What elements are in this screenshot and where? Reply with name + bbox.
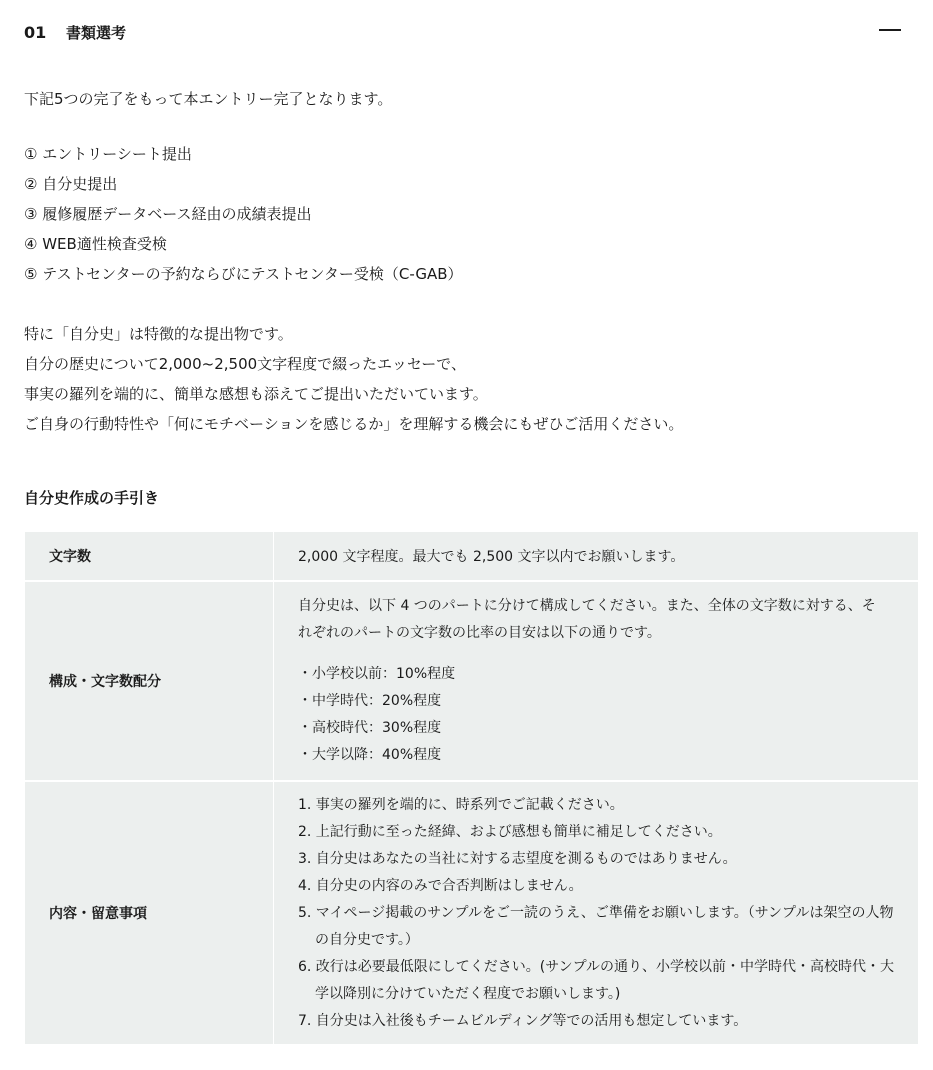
row-label-structure: 構成・文字数配分	[25, 581, 274, 781]
minus-icon[interactable]	[876, 18, 904, 42]
list-item: ② 自分史提出	[24, 175, 118, 193]
note-line: ご自身の行動特性や「何にモチベーションを感じるか」を理解する機会にもぜひご活用ください。	[24, 415, 684, 433]
list-item: 4. 自分史の内容のみで合否判断はしません。	[298, 877, 583, 894]
row-content-chars: 2,000 文字程度。最大でも 2,500 文字以内でお願いします。	[274, 532, 919, 581]
row-content-notes	[274, 781, 919, 1045]
list-item: ・高校時代：30%程度	[298, 720, 442, 736]
note-text	[24, 319, 914, 439]
list-item: 6. 改行は必要最低限にしてください。(サンプルの通り、小学校以前・中学時代・高校時代・大学以降別に分けていただく程度でお願いします。)	[298, 958, 895, 1002]
list-item: ③ 履修履歴データベース経由の成績表提出	[24, 205, 312, 223]
list-item: 1. 事実の羅列を端的に、時系列でご記載ください。	[298, 796, 624, 813]
step-number: 01	[24, 22, 47, 42]
row-label-content: 内容・留意事項	[25, 781, 274, 1045]
table-row	[25, 581, 918, 781]
guide-title: 自分史作成の手引き	[24, 489, 160, 507]
table-row	[25, 781, 918, 1045]
table-row	[25, 532, 918, 581]
ratio-list	[298, 661, 898, 769]
row-content-structure	[274, 581, 919, 781]
list-item: ・小学校以前：10%程度	[298, 666, 456, 682]
list-item: ⑤ テストセンターの予約ならびにテストセンター受検（C-GAB）	[24, 265, 463, 283]
structure-description	[298, 593, 898, 647]
list-item: ・大学以降：40%程度	[298, 747, 442, 763]
steps-list	[24, 139, 904, 289]
row-label-chars: 文字数	[25, 532, 274, 581]
step-title: 書類選考	[66, 23, 127, 42]
list-item: ④ WEB適性検査受検	[24, 235, 167, 253]
list-item: 3. 自分史はあなたの当社に対する志望度を測るものではありません。	[298, 850, 737, 867]
description-line: 自分史は、以下 4 つのパートに分けて構成してください。また、全体の文字数に対する、そ	[298, 598, 876, 614]
list-item: ・中学時代：20%程度	[298, 693, 442, 709]
list-item: 5. マイページ掲載のサンプルをご一読のうえ、ご準備をお願いします。（サンプルは架空の人物の自分史です。）	[298, 904, 894, 948]
note-line: 事実の羅列を端的に、簡単な感想も添えてご提出いただいています。	[24, 385, 488, 403]
intro-text: 下記5つの完了をもって本エントリー完了となります。	[24, 90, 393, 108]
guide-table	[25, 532, 918, 1046]
list-item: 7. 自分史は入社後もチームビルディング等での活用も想定しています。	[298, 1012, 748, 1029]
description-line: れぞれのパートの文字数の比率の目安は以下の通りです。	[298, 625, 661, 641]
step-header[interactable]	[24, 18, 904, 46]
note-line: 特に「自分史」は特徴的な提出物です。	[24, 325, 293, 343]
list-item: ① エントリーシート提出	[24, 145, 192, 163]
note-line: 自分の歴史について2,000~2,500文字程度で綴ったエッセーで、	[24, 355, 466, 373]
list-item: 2. 上記行動に至った経緯、および感想も簡単に補足してください。	[298, 823, 722, 840]
